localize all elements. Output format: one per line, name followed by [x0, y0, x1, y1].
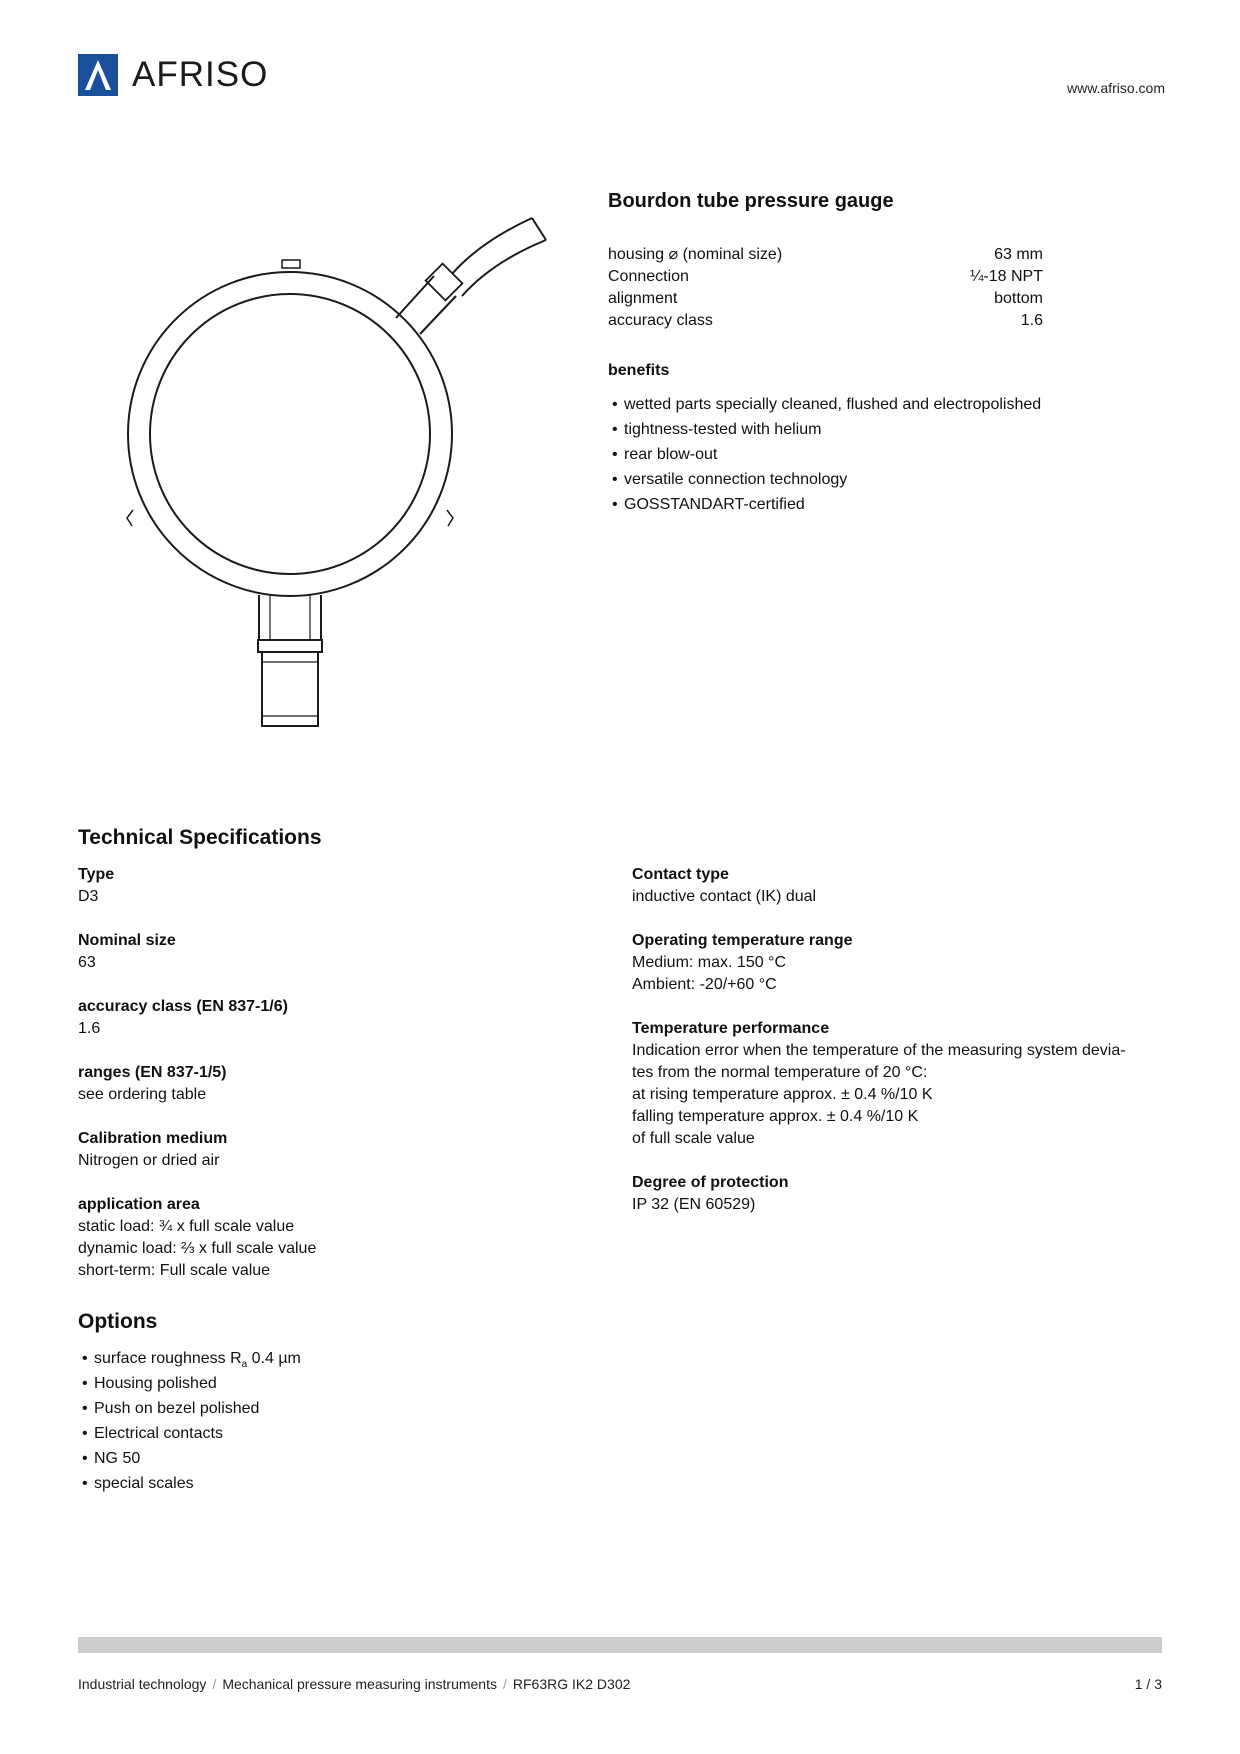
spec-label: Operating temperature range [632, 932, 853, 949]
breadcrumb-item[interactable]: Industrial technology [78, 1676, 207, 1692]
list-item: • Housing polished [82, 1375, 217, 1392]
property-value: ¼-18 NPT [970, 268, 1043, 285]
spec-line: Medium: max. 150 °C [632, 954, 787, 971]
spec-item [632, 864, 1152, 908]
spec-value: 63 [78, 954, 96, 971]
spec-line: static load: ¾ x full scale value [78, 1218, 295, 1235]
gauge-drawing [100, 200, 570, 740]
spec-label: Calibration medium [78, 1130, 228, 1147]
brand-name: AFRISO [132, 55, 269, 94]
logo-mark-icon [78, 54, 118, 96]
spec-value [632, 952, 1152, 996]
product-properties [608, 244, 1043, 332]
list-item: • surface roughness $R_a$ 0.4 µm [82, 1350, 301, 1371]
product-title: Bourdon tube pressure gauge [608, 190, 894, 212]
spec-line: short-term: Full scale value [78, 1262, 271, 1279]
spec-label: accuracy class (EN 837-1/6) [78, 998, 288, 1015]
spec-value: D3 [78, 888, 99, 905]
spec-value: IP 32 (EN 60529) [632, 1196, 756, 1213]
benefits-heading: benefits [608, 362, 670, 379]
options-list [82, 1346, 301, 1496]
property-row [608, 288, 1043, 310]
benefit-text: tightness-tested with helium [624, 421, 822, 438]
list-item: • wetted parts specially cleaned, flushed and electropolished [612, 396, 1042, 413]
option-subscript: a [241, 1359, 248, 1371]
benefit-text: wetted parts specially cleaned, flushed and electropolished [624, 396, 1042, 413]
property-label: alignment [608, 290, 678, 307]
spec-label: Temperature performance [632, 1020, 830, 1037]
property-value: 1.6 [1020, 312, 1043, 329]
option-text: Housing polished [94, 1375, 217, 1392]
spec-item [78, 1194, 578, 1282]
property-label: accuracy class [608, 312, 713, 329]
spec-label: application area [78, 1196, 200, 1213]
spec-item [632, 1018, 1152, 1150]
option-text: Push on bezel polished [94, 1400, 260, 1417]
website-link[interactable]: www.afriso.com [1066, 80, 1165, 96]
list-item: • versatile connection technology [612, 471, 848, 488]
spec-value: 1.6 [78, 1020, 101, 1037]
property-row [608, 310, 1043, 332]
spec-item [632, 930, 1152, 996]
list-item: • Push on bezel polished [82, 1400, 260, 1417]
tech-specs-heading: Technical Specifications [78, 826, 322, 849]
option-text: special scales [94, 1475, 194, 1492]
spec-label: ranges (EN 837-1/5) [78, 1064, 227, 1081]
spec-column-left [78, 864, 578, 1304]
spec-item [78, 864, 578, 908]
spec-line: falling temperature approx. ± 0.4 %/10 K [632, 1108, 919, 1125]
spec-value [632, 1040, 1152, 1150]
property-value: bottom [994, 290, 1043, 307]
option-text: surface roughness R [94, 1350, 242, 1367]
spec-line: tes from the normal temperature of 20 °C: [632, 1064, 928, 1081]
benefit-text: versatile connection technology [624, 471, 848, 488]
property-row [608, 266, 1043, 288]
spec-line: dynamic load: ⅔ x full scale value [78, 1240, 317, 1257]
spec-item [78, 1128, 578, 1172]
property-label: housing ⌀ (nominal size) [608, 246, 783, 263]
list-item: • NG 50 [82, 1450, 141, 1467]
page-number: 1 / 3 [1134, 1676, 1162, 1692]
spec-line: Ambient: -20/+60 °C [632, 976, 777, 993]
benefit-text: rear blow-out [624, 446, 718, 463]
spec-item [78, 930, 578, 974]
breadcrumb-separator: / [212, 1676, 217, 1692]
spec-value: Nitrogen or dried air [78, 1152, 220, 1169]
spec-item [78, 1062, 578, 1106]
spec-column-right [632, 864, 1152, 1238]
afriso-logo [78, 54, 304, 96]
spec-value: see ordering table [78, 1086, 207, 1103]
spec-line: Indication error when the temperature of the measuring system devia- [632, 1042, 1126, 1059]
option-text: 0.4 µm [247, 1350, 301, 1367]
housing-outer-circle [128, 272, 452, 596]
spec-line: at rising temperature approx. ± 0.4 %/10 K [632, 1086, 933, 1103]
spec-line: of full scale value [632, 1130, 755, 1147]
option-text: Electrical contacts [94, 1425, 223, 1442]
footer-divider [78, 1637, 1162, 1653]
options-heading: Options [78, 1310, 158, 1333]
breadcrumb-item: RF63RG IK2 D302 [512, 1676, 631, 1692]
spec-label: Nominal size [78, 932, 176, 949]
spec-value: inductive contact (IK) dual [632, 888, 817, 905]
rear-tube [396, 218, 546, 334]
option-text: NG 50 [94, 1450, 141, 1467]
breadcrumb-item[interactable]: Mechanical pressure measuring instruments [222, 1676, 497, 1692]
bottom-connection [258, 595, 322, 726]
breadcrumb [78, 1676, 630, 1692]
benefit-text: GOSSTANDART-certified [624, 496, 805, 513]
benefits-list [612, 392, 1041, 517]
property-value: 63 mm [994, 246, 1043, 263]
list-item: • GOSSTANDART-certified [612, 496, 805, 513]
spec-value [78, 1216, 578, 1282]
spec-item [78, 996, 578, 1040]
list-item: • special scales [82, 1475, 194, 1492]
list-item: • rear blow-out [612, 446, 718, 463]
breadcrumb-separator: / [503, 1676, 507, 1692]
spec-label: Contact type [632, 866, 729, 883]
spec-label: Type [78, 866, 115, 883]
property-label: Connection [608, 268, 689, 285]
property-row [608, 244, 1043, 266]
bezel-inner-circle [150, 294, 430, 574]
list-item: • Electrical contacts [82, 1425, 223, 1442]
spec-item [632, 1172, 1152, 1216]
spec-label: Degree of protection [632, 1174, 789, 1191]
list-item: • tightness-tested with helium [612, 421, 822, 438]
